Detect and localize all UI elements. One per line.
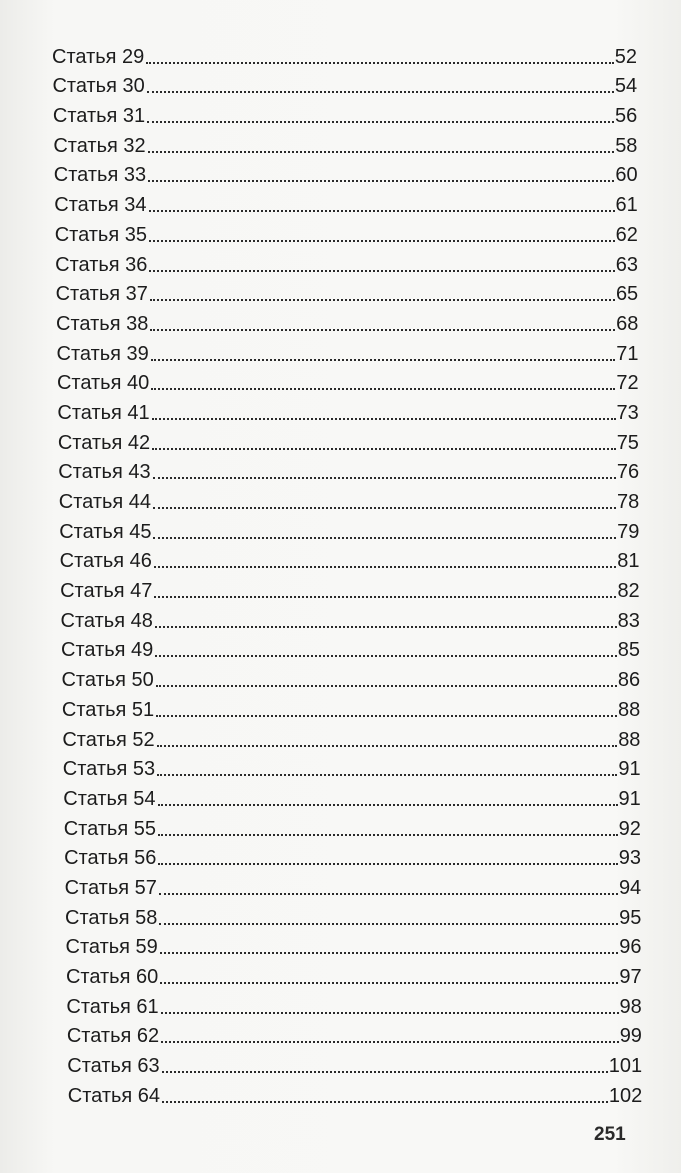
toc-entry-label: Статья 49 [61,639,154,662]
dot-leader [155,655,616,657]
toc-entry [66,988,641,1018]
toc-entry-label: Статья 48 [60,609,153,632]
toc-entry-label: Статья 58 [65,906,158,929]
dot-leader [150,329,615,331]
toc-entry-label: Статья 45 [59,520,152,543]
toc-entry [55,246,638,276]
dot-leader [161,1012,619,1014]
toc-entry-page: 83 [617,609,640,632]
toc-entry-page: 60 [615,164,638,187]
dot-leader [150,299,615,301]
toc-entry [52,68,637,98]
toc-entry [57,394,638,424]
toc-entry-page: 85 [617,639,640,662]
toc-entry-page: 101 [608,1055,643,1078]
dot-leader [147,121,614,123]
toc-entry [61,602,640,632]
toc-entry [59,483,640,513]
toc-entry [58,424,639,454]
toc-entry-label: Статья 36 [55,253,148,276]
toc-entry [58,454,639,484]
dot-leader [151,359,615,361]
dot-leader [156,685,617,687]
dot-leader [155,626,617,628]
toc-entry-label: Статья 60 [65,966,159,988]
toc-entry-label: Статья 61 [66,995,159,1018]
toc-entry [60,543,640,573]
toc-entry-page: 75 [616,431,639,454]
toc-entry-label: Статья 47 [60,580,153,603]
dot-leader [151,388,615,390]
toc-entry-label: Статья 43 [58,461,151,484]
toc-entry [66,958,642,988]
toc-entry-page: 71 [616,342,639,365]
toc-entry [67,1047,642,1077]
toc-entry-label: Статья 37 [55,283,148,306]
toc-entry-label: Статья 64 [67,1084,161,1107]
toc-entry-label: Статья 63 [67,1055,160,1078]
toc-entry-label: Статья 41 [57,401,150,424]
dot-leader [147,91,614,93]
toc-entry-label: Статья 39 [56,342,149,365]
toc-entry [55,216,638,246]
toc-entry-page: 58 [615,134,638,157]
toc-entry [53,127,637,157]
dot-leader [154,566,616,568]
toc-entry-label: Статья 40 [56,372,150,395]
toc-entry-page: 52 [614,45,637,68]
toc-entry-label: Статья 62 [66,1025,160,1048]
toc-entry-page: 96 [619,936,642,959]
toc-entry-label: Статья 44 [58,491,152,513]
toc-entry-page: 82 [617,580,640,603]
toc-entry-page: 91 [618,787,641,810]
dot-leader [158,804,618,806]
toc-entry-label: Статья 32 [53,134,146,157]
toc-entry [54,157,638,187]
toc-entry-label: Статья 29 [52,45,145,68]
toc-entry-label: Статья 59 [65,936,158,959]
toc-entry-page: 95 [619,906,642,929]
toc-entry-label: Статья 55 [63,817,156,840]
toc-entry [62,691,640,721]
toc-entry-page: 86 [617,669,641,692]
toc-entry-page: 54 [614,75,638,98]
dot-leader [160,982,618,984]
toc-entry-page: 97 [619,966,642,988]
dot-leader [149,210,615,212]
dot-leader [153,477,616,479]
toc-entry-page: 78 [617,491,640,513]
toc-entry [61,632,640,662]
dot-leader [162,1071,608,1073]
toc-entry [67,1018,642,1048]
toc-entry-label: Статья 52 [62,728,155,751]
toc-entry [53,97,637,127]
toc-entry [64,810,641,840]
toc-entry-label: Статья 31 [52,105,146,128]
toc-entry-page: 91 [618,758,641,781]
toc-entry-label: Статья 33 [53,164,147,187]
toc-entry [65,899,641,929]
toc-entry-label: Статья 30 [52,75,145,98]
toc-entry [68,1077,643,1107]
toc-entry [66,929,642,959]
dot-leader [158,863,617,865]
toc-entry-label: Статья 51 [61,698,155,721]
dot-leader [153,537,616,539]
toc-entry-label: Статья 54 [63,787,156,810]
dot-leader [146,62,613,64]
dot-leader [149,270,614,272]
dot-leader [157,774,617,776]
toc-entry-page: 72 [616,372,639,395]
dot-leader [153,507,616,509]
dot-leader [157,745,618,747]
toc-entry-page: 65 [615,283,639,306]
dot-leader [148,180,614,182]
toc-entry-page: 63 [615,253,639,276]
toc-entry [62,721,640,751]
toc-entry-label: Статья 34 [54,194,147,217]
toc-entry-page: 68 [616,312,639,335]
toc-entry-page: 62 [615,223,638,246]
dot-leader [152,418,616,420]
page-number: 251 [594,1124,626,1145]
toc-entry-page: 92 [618,817,641,840]
toc-entry [57,365,639,395]
toc-entry [65,869,642,899]
dot-leader [148,151,615,153]
toc-entry-label: Статья 46 [59,550,152,573]
toc-entry-page: 79 [617,520,640,543]
toc-entry [63,751,641,781]
dot-leader [161,1041,619,1043]
toc-entry [54,186,638,216]
dot-leader [152,448,616,450]
toc-entry [61,661,640,691]
toc-entry [60,572,640,602]
toc-entry-page: 99 [619,1025,642,1048]
toc-entry [56,276,639,306]
toc-entry-page: 102 [608,1084,643,1107]
toc-entry-page: 88 [618,728,641,751]
toc-entry [63,780,641,810]
dot-leader [156,715,617,717]
toc-entry-page: 88 [618,698,641,721]
toc-entry-page: 94 [618,876,642,899]
toc-entry-label: Статья 53 [62,758,156,781]
toc-entry-page: 73 [616,401,639,424]
dot-leader [159,893,618,895]
toc-entry-page: 98 [619,995,642,1018]
toc-entry-page: 56 [615,105,638,128]
table-of-contents [52,38,643,1107]
toc-entry-label: Статья 57 [64,876,157,899]
dot-leader [149,240,615,242]
toc-entry-label: Статья 50 [61,669,154,692]
toc-entry [52,38,637,68]
toc-entry-label: Статья 38 [56,312,149,335]
toc-entry [64,840,641,870]
toc-entry [59,513,639,543]
toc-entry-label: Статья 42 [57,431,151,454]
toc-entry-label: Статья 35 [54,223,147,246]
dot-leader [158,834,618,836]
toc-entry [56,305,638,335]
toc-entry-page: 76 [616,461,640,484]
toc-entry-page: 61 [615,194,638,217]
toc-entry-label: Статья 56 [64,847,157,870]
dot-leader [159,923,618,925]
dot-leader [162,1101,608,1103]
toc-entry-page: 93 [618,847,642,870]
dot-leader [154,596,616,598]
dot-leader [160,952,618,954]
toc-entry [57,335,639,365]
toc-entry-page: 81 [617,550,640,573]
